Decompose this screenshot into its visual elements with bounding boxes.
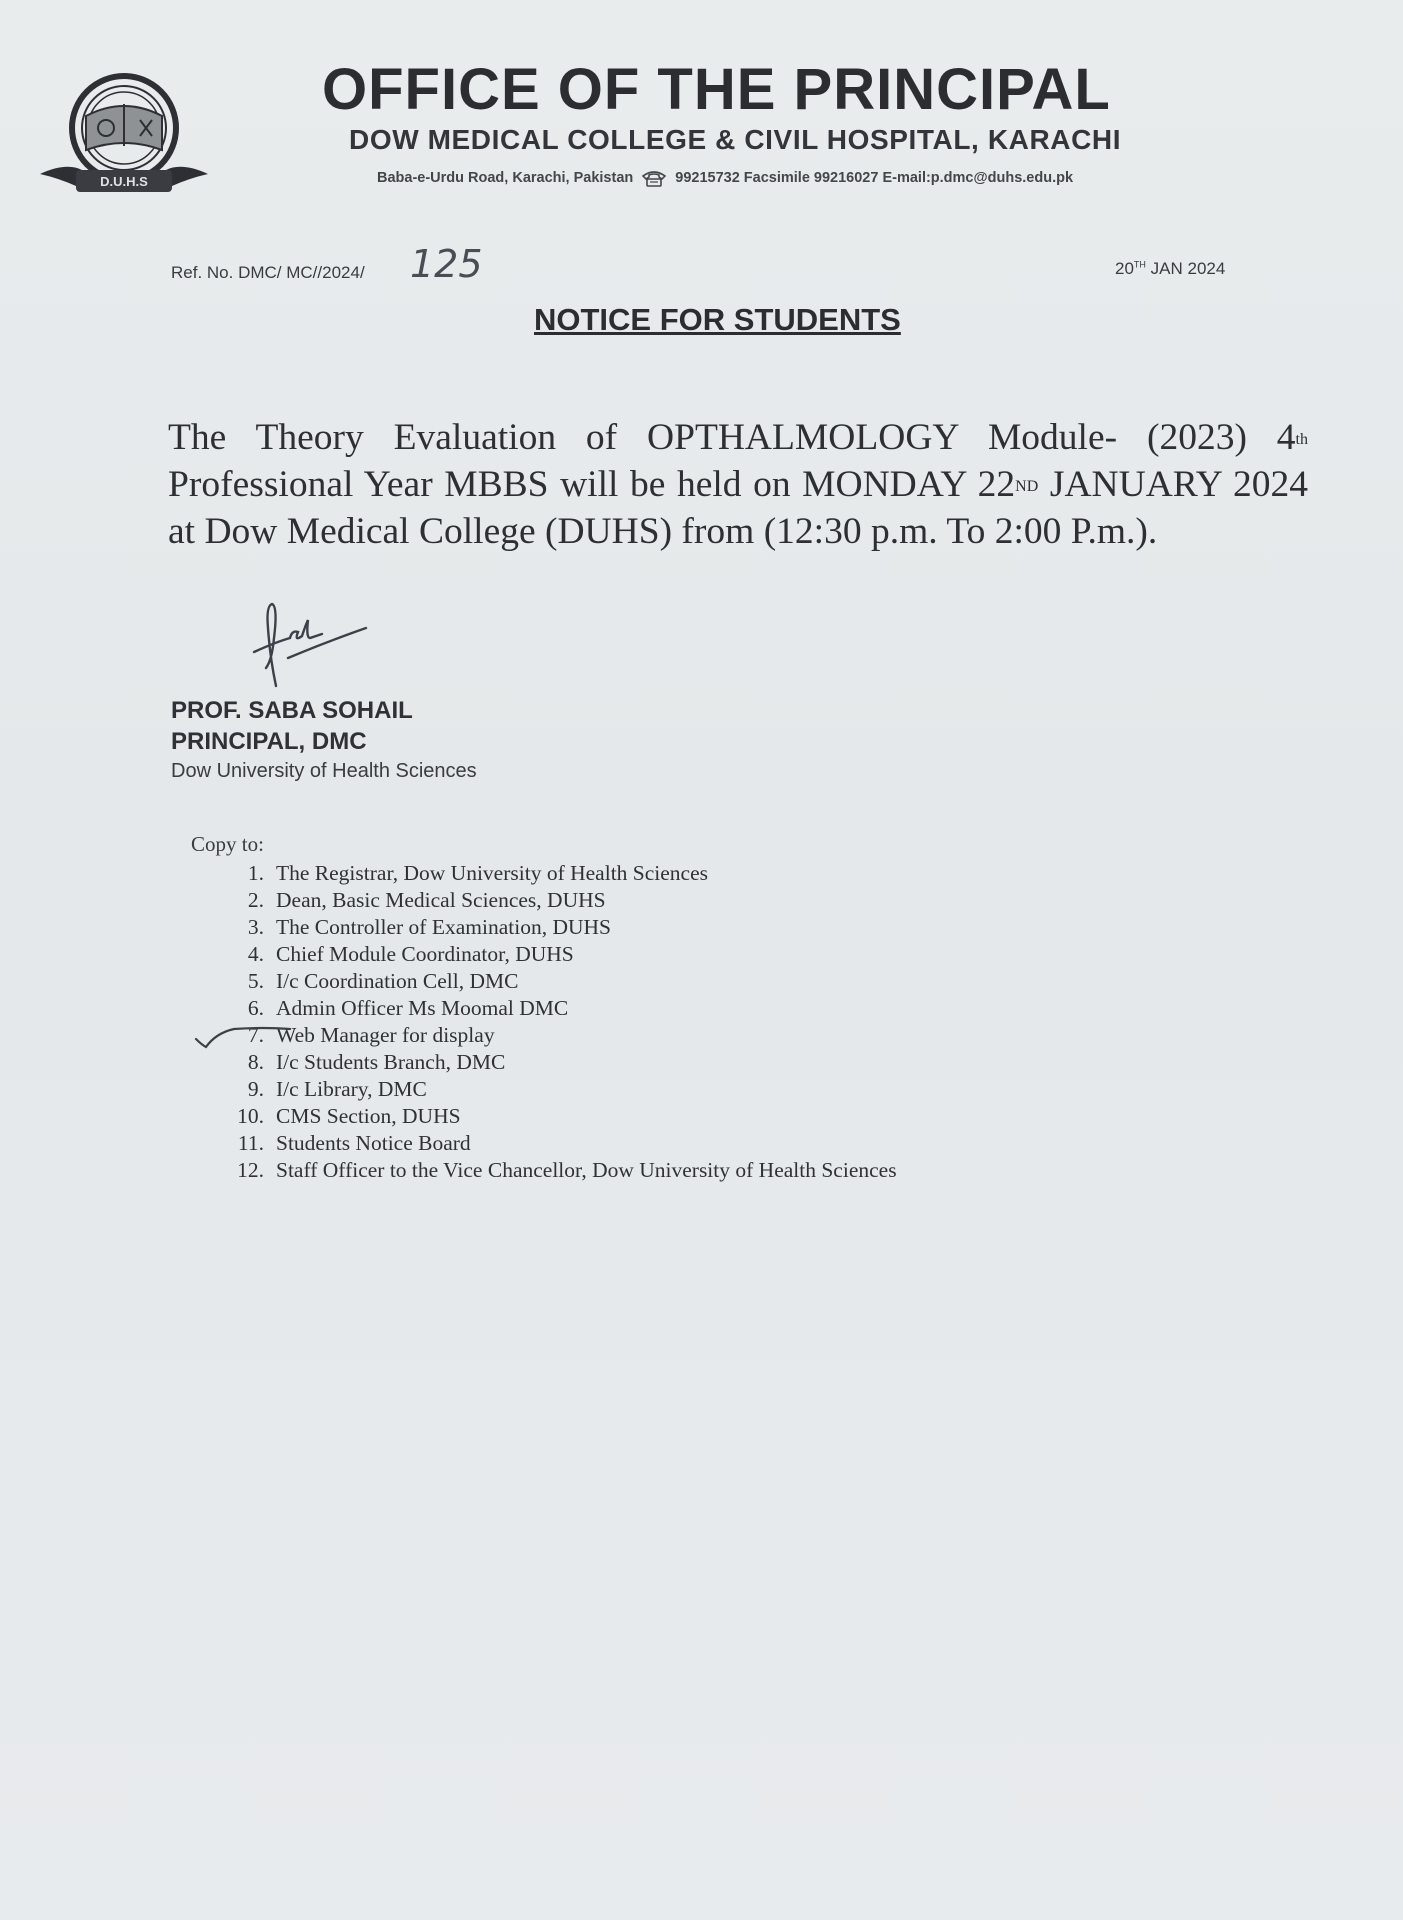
list-item: 9. I/c Library, DMC <box>247 1077 427 1101</box>
date-month-year: JAN 2024 <box>1150 259 1226 278</box>
pen-tick-mark <box>194 1025 304 1049</box>
list-item: 12. Staff Officer to the Vice Chancellor, Dow University of Health Sciences <box>237 1158 897 1182</box>
list-item: 3. The Controller of Examination, DUHS <box>247 915 611 939</box>
contact-details: 99215732 Facsimile 99216027 E-mail:p.dmc@duhs.edu.pk <box>675 170 1074 186</box>
list-item: 5. I/c Coordination Cell, DMC <box>247 969 519 993</box>
notice-title: NOTICE FOR STUDENTS <box>534 302 901 337</box>
university-seal-logo <box>36 66 212 202</box>
letterhead-contact <box>377 169 1073 187</box>
notice-body <box>168 414 1308 555</box>
notice-body-part3: JANUARY 2024 at Dow Medical College (DUHS) from (12:30 p.m. To 2:00 P.m.). <box>168 463 1308 552</box>
principal-signature <box>246 598 376 690</box>
reference-handwritten: 125 <box>410 242 483 286</box>
notice-body-sup2: ND <box>1015 477 1039 495</box>
address: Baba-e-Urdu Road, Karachi, Pakistan <box>377 170 634 186</box>
signatory-name: PROF. SABA SOHAIL <box>171 697 413 724</box>
date-day-suffix: TH <box>1133 259 1146 270</box>
list-item: 1. The Registrar, Dow University of Health Sciences <box>247 861 709 885</box>
phone-icon <box>641 169 667 187</box>
list-item: 6. Admin Officer Ms Moomal DMC <box>247 996 569 1020</box>
list-item: 2. Dean, Basic Medical Sciences, DUHS <box>247 888 606 912</box>
notice-date <box>1115 259 1225 279</box>
list-item: 7. Web Manager for display <box>247 1023 495 1047</box>
list-item: 10. CMS Section, DUHS <box>237 1104 461 1128</box>
date-day: 20 <box>1115 259 1134 278</box>
seal-abbrev: D.U.H.S <box>100 174 148 189</box>
copy-to-label: Copy to: <box>191 832 264 856</box>
notice-body-part2: Professional Year MBBS will be held on MONDAY 22 <box>168 463 1016 505</box>
copy-to-list <box>218 860 897 1184</box>
reference-number: Ref. No. DMC/ MC//2024/ <box>171 263 365 282</box>
notice-body-sup1: th <box>1295 430 1308 448</box>
notice-body-part1: The Theory Evaluation of OPTHALMOLOGY Module- (2023) 4 <box>168 416 1296 458</box>
list-item: 8. I/c Students Branch, DMC <box>247 1050 506 1074</box>
signatory-title: PRINCIPAL, DMC <box>171 728 367 755</box>
list-item: 4. Chief Module Coordinator, DUHS <box>247 942 574 966</box>
list-item: 11. Students Notice Board <box>237 1131 471 1155</box>
letterhead-title: OFFICE OF THE PRINCIPAL <box>322 57 1111 122</box>
letterhead-subtitle: DOW MEDICAL COLLEGE & CIVIL HOSPITAL, KARACHI <box>349 124 1122 155</box>
signatory-organization: Dow University of Health Sciences <box>171 760 477 782</box>
